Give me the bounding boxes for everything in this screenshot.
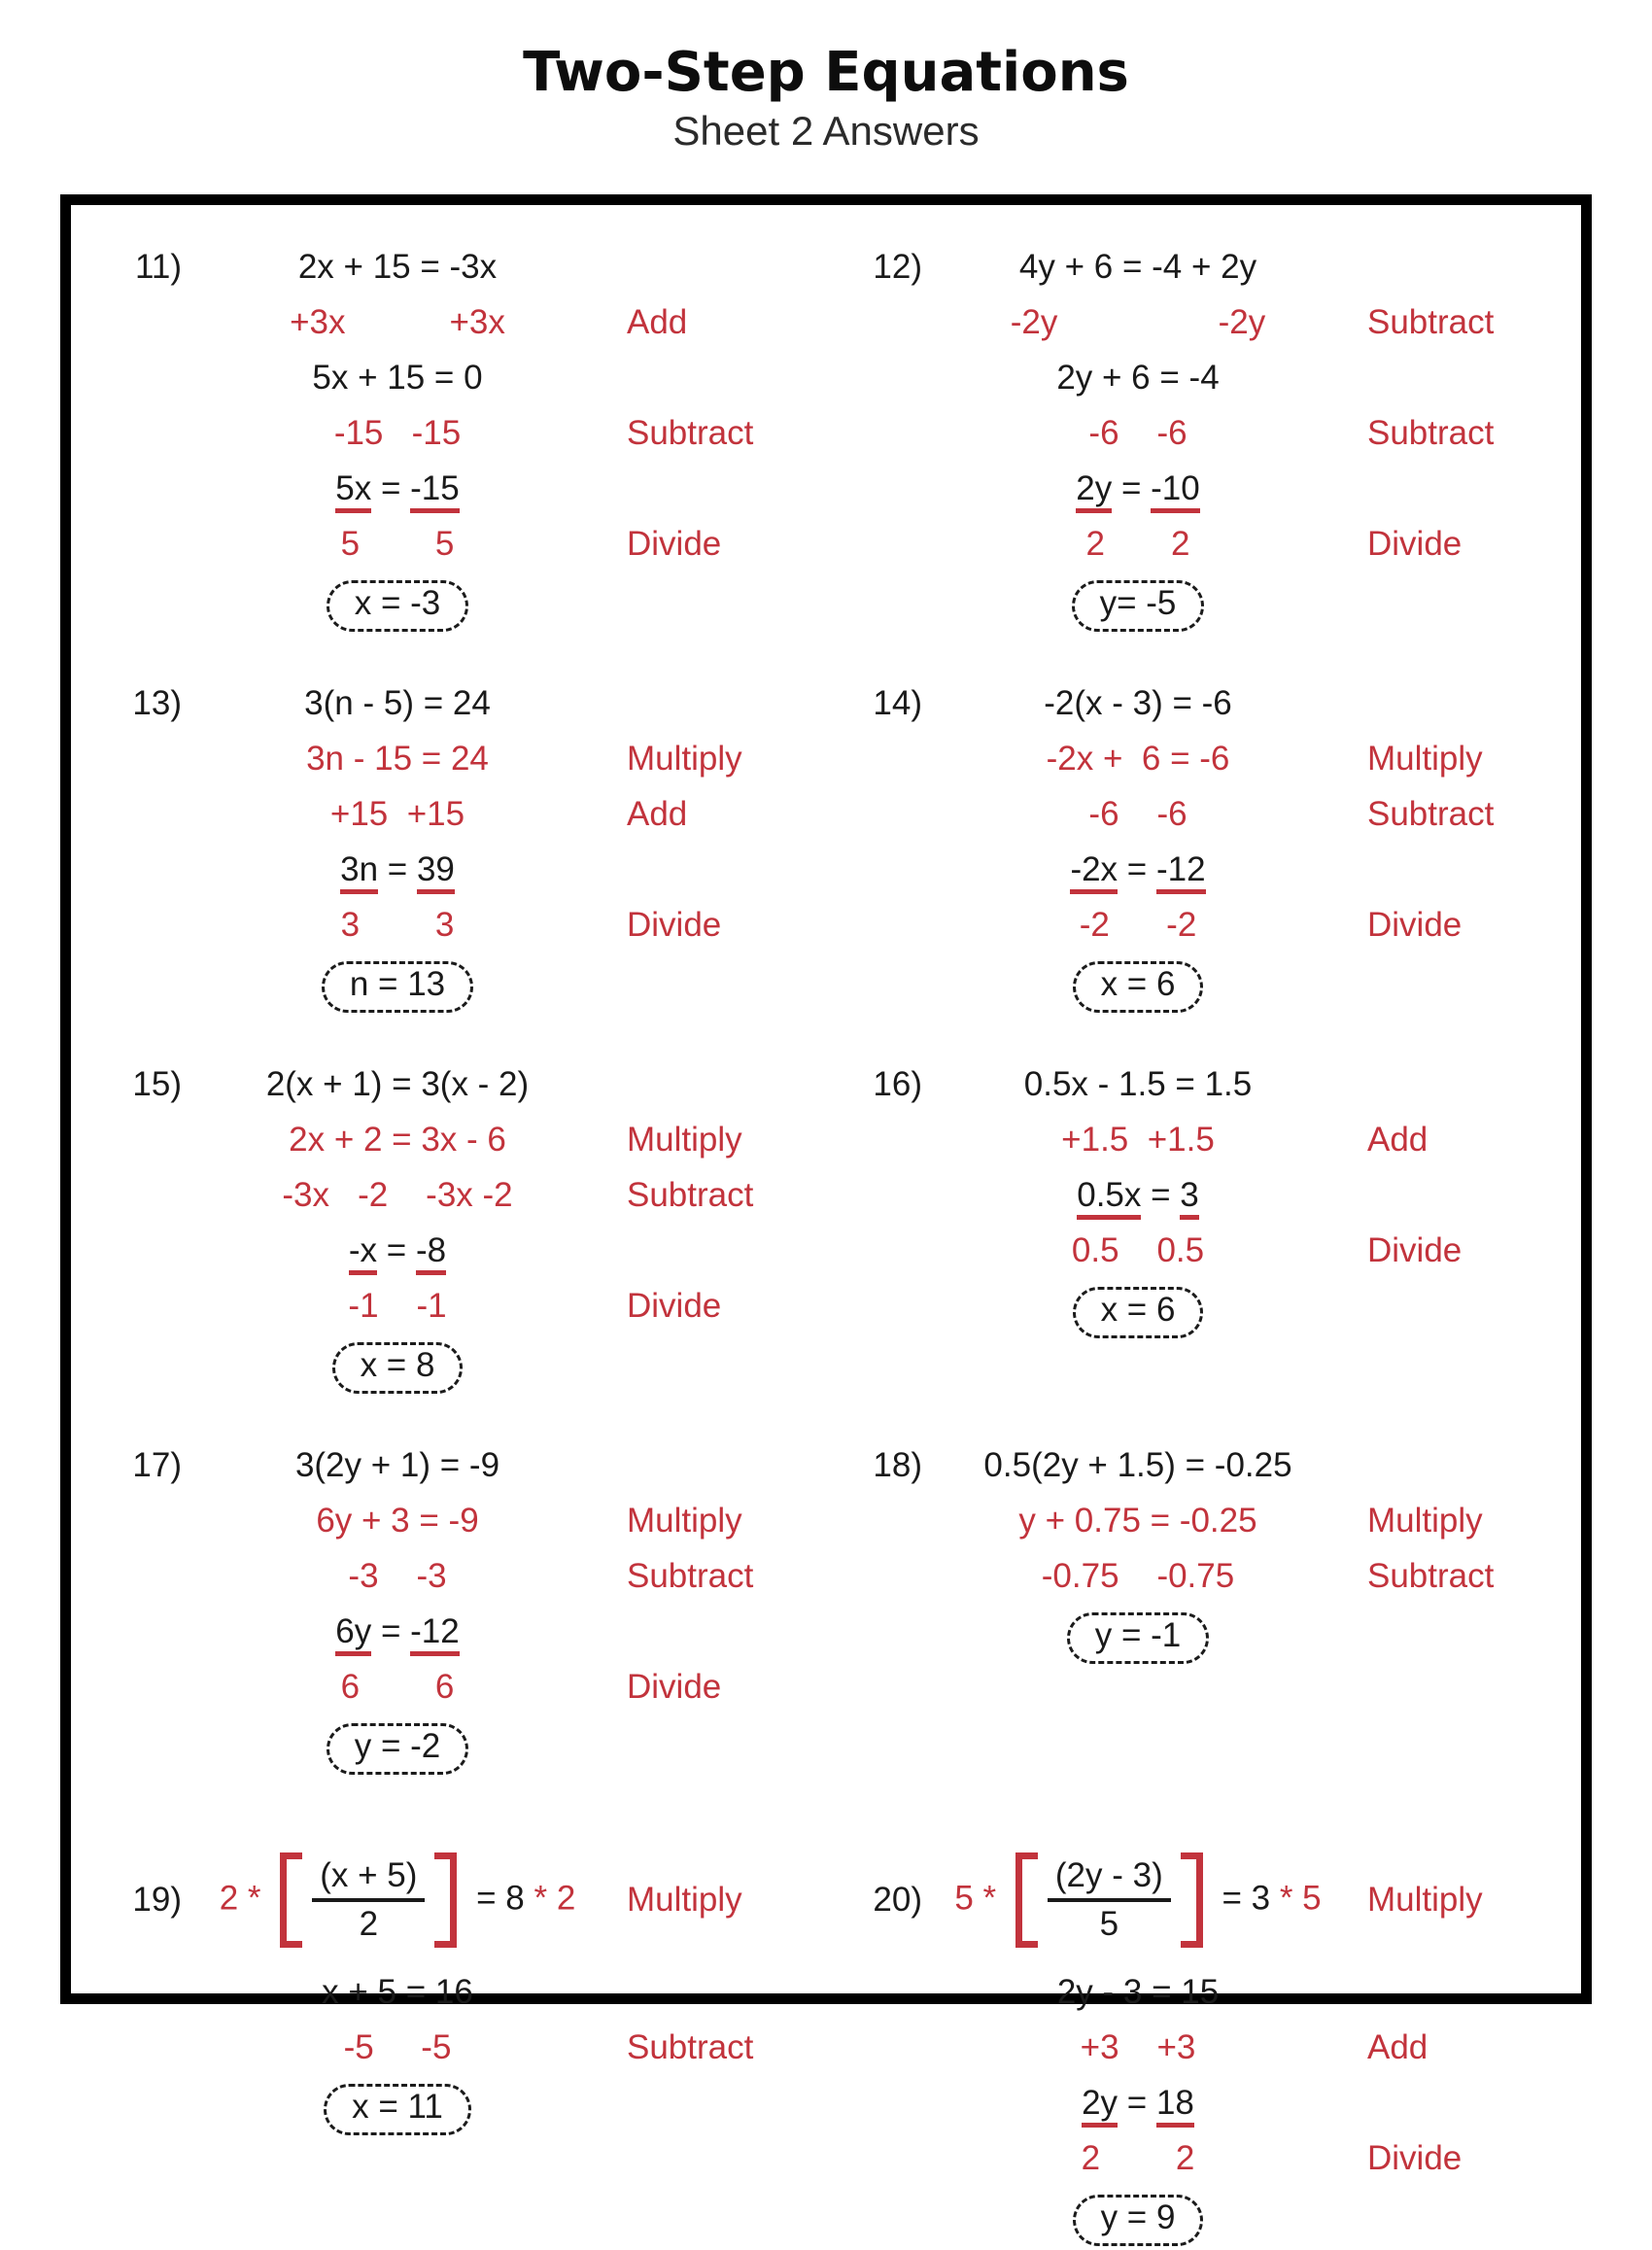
equation xyxy=(938,1612,1338,1664)
problem-15 xyxy=(100,1065,835,1398)
equation xyxy=(197,1065,598,1104)
term: -3x -2 -3x -2 xyxy=(282,1175,513,1214)
term: 6 6 xyxy=(340,1667,455,1706)
equation xyxy=(197,1849,598,1952)
operation-label: Subtract xyxy=(627,2027,754,2066)
answer-oval xyxy=(1073,2195,1204,2246)
solution-line xyxy=(841,1557,1575,1612)
term: 3 3 xyxy=(340,905,455,944)
term: 2x + 2 = 3x - 6 xyxy=(289,1120,506,1159)
operation-label: Add xyxy=(1367,1120,1428,1159)
term: 2y xyxy=(1082,2084,1118,2128)
equation xyxy=(938,414,1338,453)
solution-line xyxy=(100,1973,835,2028)
term: x = 6 xyxy=(1100,1290,1176,1329)
term: -15 xyxy=(410,469,460,513)
equation xyxy=(197,1342,598,1394)
term: = xyxy=(371,1611,411,1650)
equation xyxy=(197,248,598,287)
worksheet-header xyxy=(0,0,1652,156)
term: 3n xyxy=(340,850,378,894)
solution-line xyxy=(841,525,1575,580)
answer-line xyxy=(841,1287,1575,1342)
equation xyxy=(938,303,1338,342)
answer-line xyxy=(100,2084,835,2139)
operation-label: Multiply xyxy=(627,1880,742,1919)
solution-line xyxy=(100,1612,835,1668)
term: 2y + 6 = -4 xyxy=(1056,358,1220,397)
term: -2x + 6 = -6 xyxy=(1046,739,1230,778)
term: 2x + 15 = -3x xyxy=(297,247,498,286)
equation xyxy=(938,740,1338,779)
equation xyxy=(938,850,1338,889)
operation-label: Multiply xyxy=(1367,1501,1483,1540)
problem-number: 12) xyxy=(873,247,922,286)
term: = xyxy=(1118,2083,1156,2122)
problem-number: 16) xyxy=(873,1064,922,1103)
term: * 5 xyxy=(1279,1879,1322,1918)
fraction-stack xyxy=(302,1852,434,1948)
term: 0.5(2y + 1.5) = -0.25 xyxy=(983,1445,1292,1484)
solution-line xyxy=(100,740,835,795)
answer-line xyxy=(841,580,1575,636)
solution-line xyxy=(100,684,835,740)
equation xyxy=(938,359,1338,398)
term: 0.5 0.5 xyxy=(1071,1230,1205,1269)
problem-number: 19) xyxy=(132,1880,182,1919)
answer-oval xyxy=(324,2084,471,2135)
term: 2 2 xyxy=(1081,2138,1195,2177)
equation xyxy=(197,1121,598,1160)
answer-oval xyxy=(332,1342,464,1394)
fraction-numerator: (x + 5) xyxy=(312,1856,425,1902)
operation-label: Divide xyxy=(1367,905,1463,944)
equation xyxy=(197,906,598,945)
solution-line xyxy=(100,248,835,303)
solution-line xyxy=(841,414,1575,469)
equation xyxy=(938,1176,1338,1215)
term: 2 2 xyxy=(1085,524,1190,563)
term: +1.5 +1.5 xyxy=(1061,1120,1215,1159)
problem-11 xyxy=(100,248,835,636)
operation-label: Multiply xyxy=(627,739,742,778)
solution-line xyxy=(841,359,1575,414)
solution-line xyxy=(841,906,1575,961)
equation xyxy=(197,2084,598,2135)
operation-label: Multiply xyxy=(627,1501,742,1540)
equation xyxy=(197,1231,598,1270)
answer-line xyxy=(100,1342,835,1398)
operation-label: Divide xyxy=(627,1667,722,1706)
equation xyxy=(197,1723,598,1775)
equation xyxy=(938,961,1338,1013)
term: x + 5 = 16 xyxy=(322,1972,473,2011)
solution-line xyxy=(841,1827,1575,1973)
solution-line xyxy=(841,2084,1575,2139)
term: 5x xyxy=(335,469,371,513)
term: -x xyxy=(349,1231,377,1275)
term: -15 -15 xyxy=(333,413,462,452)
term: -2 -2 xyxy=(1079,905,1197,944)
problem-19 xyxy=(100,1827,835,2250)
problem-17 xyxy=(100,1446,835,1779)
term: -2(x - 3) = -6 xyxy=(1044,683,1232,722)
term: 2y - 3 = 15 xyxy=(1056,1972,1220,2011)
answer-line xyxy=(100,580,835,636)
term: +3x +3x xyxy=(290,302,505,341)
solution-line xyxy=(100,1287,835,1342)
solution-line xyxy=(100,906,835,961)
solution-line xyxy=(841,850,1575,906)
problem-14 xyxy=(841,684,1575,1017)
solution-line xyxy=(841,469,1575,525)
operation-label: Subtract xyxy=(1367,413,1495,452)
operation-label: Subtract xyxy=(627,1175,754,1214)
solution-line xyxy=(841,684,1575,740)
equation xyxy=(197,359,598,398)
equation xyxy=(938,906,1338,945)
term: -12 xyxy=(1156,850,1206,894)
term: = xyxy=(377,1230,416,1269)
solution-line xyxy=(841,1446,1575,1502)
term: 39 xyxy=(417,850,455,894)
equation xyxy=(197,1612,598,1651)
term: 3(n - 5) = 24 xyxy=(304,683,491,722)
solution-line xyxy=(841,303,1575,359)
problem-13 xyxy=(100,684,835,1017)
operation-label: Add xyxy=(627,794,688,833)
equation xyxy=(938,1231,1338,1270)
operation-label: Divide xyxy=(1367,2138,1463,2177)
fraction-stack xyxy=(1038,1852,1181,1948)
equation xyxy=(197,1557,598,1596)
problem-number: 14) xyxy=(873,683,922,722)
problem-16 xyxy=(841,1065,1575,1398)
answer-line xyxy=(841,2195,1575,2250)
solution-line xyxy=(841,1176,1575,1231)
equation xyxy=(197,525,598,564)
operation-label: Divide xyxy=(1367,1230,1463,1269)
answer-line xyxy=(841,961,1575,1017)
solution-line xyxy=(841,248,1575,303)
right-bracket-icon xyxy=(434,1852,457,1948)
term: -0.75 -0.75 xyxy=(1041,1556,1235,1595)
fraction-numerator: (2y - 3) xyxy=(1048,1856,1171,1902)
solution-line xyxy=(100,469,835,525)
equation xyxy=(197,414,598,453)
solution-line xyxy=(841,1065,1575,1121)
equation xyxy=(938,1502,1338,1540)
term: 2y xyxy=(1076,469,1112,513)
operation-label: Subtract xyxy=(627,1556,754,1595)
term: -1 -1 xyxy=(348,1286,447,1325)
solution-line xyxy=(100,1121,835,1176)
operation-label: Multiply xyxy=(627,1120,742,1159)
problem-18 xyxy=(841,1446,1575,1779)
problem-number: 15) xyxy=(132,1064,182,1103)
term: y = -2 xyxy=(354,1726,441,1765)
answer-line xyxy=(100,1723,835,1779)
term: = xyxy=(1112,468,1152,507)
equation xyxy=(197,1176,598,1215)
left-bracket-icon xyxy=(1015,1852,1038,1948)
fraction-denominator: 2 xyxy=(359,1904,379,1943)
term: -5 -5 xyxy=(343,2027,452,2066)
answer-line xyxy=(841,1612,1575,1668)
solution-line xyxy=(100,1065,835,1121)
operation-label: Subtract xyxy=(1367,794,1495,833)
equation xyxy=(938,580,1338,632)
term: 5x + 15 = 0 xyxy=(312,358,483,397)
term: x = -3 xyxy=(354,583,441,622)
answer-oval xyxy=(1067,1612,1210,1664)
term: = 8 xyxy=(466,1879,534,1918)
equation xyxy=(938,1446,1338,1485)
term: x = 8 xyxy=(360,1345,435,1384)
term: = xyxy=(371,468,411,507)
equation xyxy=(197,580,598,632)
solution-line xyxy=(100,1176,835,1231)
solution-line xyxy=(841,740,1575,795)
page-subtitle: Sheet 2 Answers xyxy=(672,107,980,154)
page-title: Two-Step Equations xyxy=(523,41,1129,104)
solution-line xyxy=(841,1231,1575,1287)
solution-line xyxy=(100,1668,835,1723)
equation xyxy=(197,469,598,508)
operation-label: Subtract xyxy=(627,413,754,452)
term: = xyxy=(1118,849,1156,888)
equation xyxy=(197,961,598,1013)
solution-line xyxy=(100,850,835,906)
solution-line xyxy=(100,795,835,850)
fraction-denominator: 5 xyxy=(1099,1904,1119,1943)
answer-oval xyxy=(327,580,469,632)
solution-line xyxy=(841,1502,1575,1557)
term: 2(x + 1) = 3(x - 2) xyxy=(265,1064,530,1103)
problem-number: 18) xyxy=(873,1445,922,1484)
problem-20 xyxy=(841,1827,1575,2250)
equation xyxy=(938,2084,1338,2123)
term: y = -1 xyxy=(1094,1615,1182,1654)
term: -2x xyxy=(1070,850,1118,894)
equation xyxy=(197,1502,598,1540)
equation xyxy=(938,795,1338,834)
term: n = 13 xyxy=(349,964,446,1003)
solution-line xyxy=(841,2139,1575,2195)
equation xyxy=(197,795,598,834)
answer-box xyxy=(60,194,1592,2236)
equation xyxy=(197,1446,598,1485)
right-bracket-icon xyxy=(1181,1852,1203,1948)
term: * 2 xyxy=(533,1879,576,1918)
solution-line xyxy=(100,1231,835,1287)
operation-label: Add xyxy=(627,302,688,341)
term: 5 5 xyxy=(340,524,455,563)
operation-label: Add xyxy=(1367,2027,1428,2066)
answer-oval xyxy=(327,1723,469,1775)
term: x = 6 xyxy=(1100,964,1176,1003)
problem-number: 13) xyxy=(132,683,182,722)
equation xyxy=(197,850,598,889)
term: +3 +3 xyxy=(1080,2027,1196,2066)
solution-line xyxy=(100,414,835,469)
term: x = 11 xyxy=(352,2087,443,2126)
problem-number: 20) xyxy=(873,1880,922,1919)
solution-line xyxy=(100,359,835,414)
operation-label: Subtract xyxy=(1367,1556,1495,1595)
term: 6y + 3 = -9 xyxy=(316,1501,479,1540)
equation xyxy=(197,2028,598,2067)
term: 3(2y + 1) = -9 xyxy=(294,1445,500,1484)
operation-label: Divide xyxy=(1367,524,1463,563)
term: y = 9 xyxy=(1100,2198,1176,2236)
operation-label: Multiply xyxy=(1367,1880,1483,1919)
answer-oval xyxy=(322,961,473,1013)
operation-label: Divide xyxy=(627,1286,722,1325)
operation-label: Subtract xyxy=(1367,302,1495,341)
term: -3 -3 xyxy=(348,1556,447,1595)
term: 3n - 15 = 24 xyxy=(306,739,489,778)
operation-label: Divide xyxy=(627,905,722,944)
term: 3 xyxy=(1180,1176,1198,1220)
solution-line xyxy=(841,1121,1575,1176)
equation xyxy=(938,469,1338,508)
equation xyxy=(197,303,598,342)
equation xyxy=(938,1849,1338,1952)
term: 5 * xyxy=(954,1879,1006,1918)
equation xyxy=(938,248,1338,287)
solution-line xyxy=(100,525,835,580)
term: = xyxy=(1141,1175,1181,1214)
solution-line xyxy=(100,2028,835,2084)
solution-line xyxy=(841,1973,1575,2028)
equation xyxy=(197,740,598,779)
solution-line xyxy=(100,1827,835,1973)
term: y + 0.75 = -0.25 xyxy=(1018,1501,1257,1540)
bracketed-fraction xyxy=(1015,1852,1203,1948)
term: -12 xyxy=(410,1612,460,1656)
equation xyxy=(938,1121,1338,1160)
term: -2y -2y xyxy=(1010,302,1266,341)
operation-label: Multiply xyxy=(1367,739,1483,778)
solution-line xyxy=(100,1446,835,1502)
term: +15 +15 xyxy=(329,794,465,833)
answer-oval xyxy=(1073,1287,1204,1338)
term: -6 -6 xyxy=(1088,413,1187,452)
term: 6y xyxy=(335,1612,371,1656)
bracketed-fraction xyxy=(280,1852,457,1948)
equation xyxy=(938,1065,1338,1104)
equation xyxy=(197,1973,598,2012)
term: y= -5 xyxy=(1099,583,1177,622)
operation-label: Divide xyxy=(627,524,722,563)
term: 0.5x - 1.5 = 1.5 xyxy=(1023,1064,1253,1103)
equation xyxy=(197,684,598,723)
term: -6 -6 xyxy=(1088,794,1187,833)
problem-number: 11) xyxy=(135,247,182,286)
solution-line xyxy=(100,303,835,359)
solution-line xyxy=(100,1502,835,1557)
solution-line xyxy=(841,2028,1575,2084)
equation xyxy=(938,2028,1338,2067)
left-bracket-icon xyxy=(280,1852,302,1948)
equation xyxy=(938,1973,1338,2012)
term: -10 xyxy=(1151,469,1200,513)
answer-oval xyxy=(1072,580,1205,632)
term: 2 * xyxy=(219,1879,271,1918)
problem-number: 17) xyxy=(132,1445,182,1484)
term: 0.5x xyxy=(1077,1176,1141,1220)
problem-12 xyxy=(841,248,1575,636)
equation xyxy=(938,684,1338,723)
term: = xyxy=(378,849,417,888)
problems-grid xyxy=(71,205,1581,2250)
solution-line xyxy=(841,795,1575,850)
answer-line xyxy=(100,961,835,1017)
term: 4y + 6 = -4 + 2y xyxy=(1018,247,1257,286)
equation xyxy=(938,1287,1338,1338)
equation xyxy=(197,1287,598,1326)
answer-oval xyxy=(1073,961,1204,1013)
equation xyxy=(938,1557,1338,1596)
equation xyxy=(938,525,1338,564)
equation xyxy=(938,2195,1338,2246)
term: = 3 xyxy=(1212,1879,1280,1918)
term: 18 xyxy=(1156,2084,1194,2128)
equation xyxy=(197,1668,598,1707)
term: -8 xyxy=(416,1231,446,1275)
equation xyxy=(938,2139,1338,2178)
solution-line xyxy=(100,1557,835,1612)
